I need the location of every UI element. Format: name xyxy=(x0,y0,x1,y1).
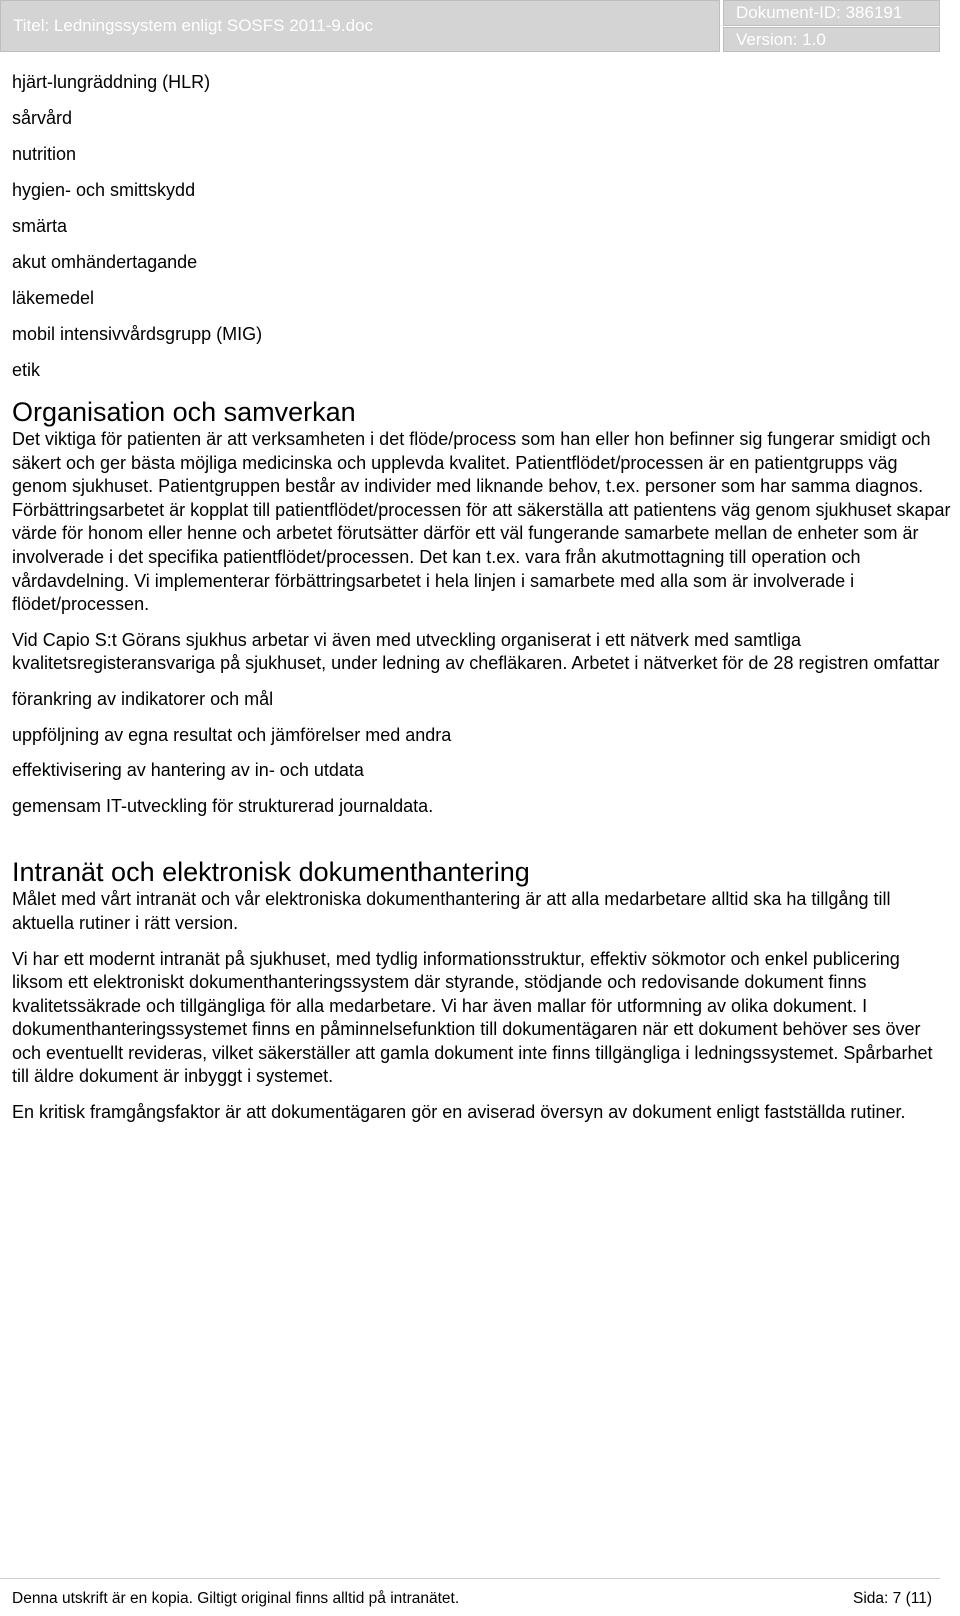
document-body xyxy=(12,70,952,1125)
intranet-goal-paragraph: Målet med vårt intranät och vår elektroniska dokumenthantering är att alla medarbetare alltid ska ha tillgång till aktuella rutiner i rätt version. xyxy=(12,889,891,933)
network-item: förankring av indikatorer och mål xyxy=(12,688,274,709)
organisation-paragraph: Det viktiga för patienten är att verksamheten i det flöde/process som han eller hon befinner sig fungerar smidigt och säkert och ger bästa möjliga medicinska och upplevda kvalitet. Patientflödet/processen är en patientgrupps väg genom sjukhuset. Patientgruppen består av individer med liknande behov, t.ex. personer som har samma diagnos. Förbättringsarbetet är kopplat till patientflödet/processen för att säkerställa att patientens väg genom sjukhuset skapar värde för honom eller henne och arbetet förutsätter därför ett väl fungerande samarbete mellan de enheter som är involverade i det specifika patientflödet/processen. Det kan t.ex. vara från akutmottagning till operation och vårdavdelning. Vi implementerar förbättringsarbetet i hela linjen i samarbete med alla som är involverade i flödet/processen. xyxy=(12,429,951,615)
list-item: läkemedel xyxy=(12,288,95,308)
list-item: nutrition xyxy=(12,144,77,164)
copy-notice: Denna utskrift är en kopia. Giltigt original finns alltid på intranätet. xyxy=(12,1590,460,1607)
list-item: smärta xyxy=(12,216,68,236)
document-version: Version: 1.0 xyxy=(723,27,940,52)
section-heading-organisation: Organisation och samverkan xyxy=(12,397,356,427)
page-number: Sida: 7 (11) xyxy=(853,1590,932,1607)
list-item: sårvård xyxy=(12,108,73,128)
list-item: hjärt-lungräddning (HLR) xyxy=(12,72,211,92)
section-heading-intranet: Intranät och elektronisk dokumenthantering xyxy=(12,857,530,888)
list-item: hygien- och smittskydd xyxy=(12,180,196,200)
network-item: uppföljning av egna resultat och jämförelser med andra xyxy=(12,724,452,745)
document-title: Titel: Ledningssystem enligt SOSFS 2011-9.doc xyxy=(0,0,720,52)
document-header xyxy=(0,0,940,52)
document-id: Dokument-ID: 386191 xyxy=(723,0,940,26)
network-item: gemensam IT-utveckling för strukturerad journaldata. xyxy=(12,795,434,816)
list-item: akut omhändertagande xyxy=(12,252,198,272)
list-item: etik xyxy=(12,360,41,380)
list-item: mobil intensivvårdsgrupp (MIG) xyxy=(12,324,263,344)
intranet-description-paragraph: Vi har ett modernt intranät på sjukhuset, med tydlig informationsstruktur, effektiv sökmotor och enkel publicering liksom ett elektroniskt dokumenthanteringssystem där styrande, stödjande och redovisande dokument finns kvalitetssäkrade och tillgängliga för alla medarbetare. Vi har även mallar för utformning av olika dokument. I dokumenthanteringssystemet finns en påminnelsefunktion till dokumentägaren när ett dokument behöver ses över och eventuellt revideras, vilket säkerställer att gamla dokument inte finns tillgängliga i ledningssystemet. Spårbarhet till äldre dokument är inbyggt i systemet. xyxy=(12,948,933,1087)
network-item: effektivisering av hantering av in- och utdata xyxy=(12,760,364,781)
success-factor-paragraph: En kritisk framgångsfaktor är att dokumentägaren gör en aviserad översyn av dokument enligt fastställda rutiner. xyxy=(12,1102,906,1123)
document-footer xyxy=(0,1578,940,1616)
network-paragraph: Vid Capio S:t Görans sjukhus arbetar vi även med utveckling organiserat i ett nätverk med samtliga kvalitetsregisteransvariga på sjukhuset, under ledning av chefläkaren. Arbetet i nätverket för de 28 registren omfattar xyxy=(12,629,940,674)
competence-list xyxy=(12,70,952,382)
